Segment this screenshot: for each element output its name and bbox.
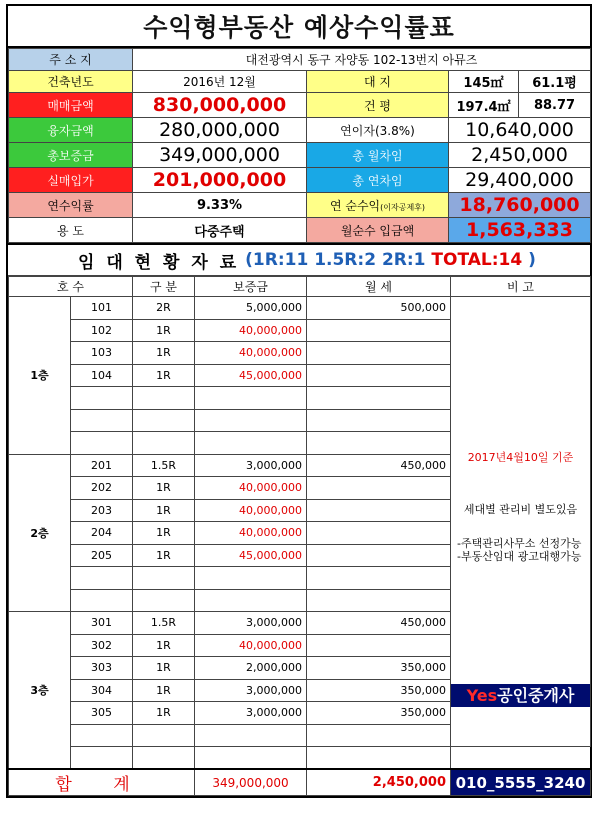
room-type — [133, 724, 195, 747]
net-income-label — [307, 193, 449, 218]
deposit-amount: 40,000,000 — [195, 499, 307, 522]
monthly-rent — [307, 544, 451, 567]
monthly-rent — [307, 387, 451, 410]
rent-counts-close: ) — [528, 250, 536, 270]
unit-number: 202 — [71, 477, 133, 500]
header-deposit: 보증금 — [195, 277, 307, 297]
net-income-label-text: 연 순수익 — [329, 198, 381, 213]
deposit-amount — [195, 747, 307, 770]
unit-number — [71, 724, 133, 747]
deposit-amount: 40,000,000 — [195, 477, 307, 500]
built-year-label: 건축년도 — [9, 71, 133, 93]
rent-table-body — [9, 277, 591, 770]
unit-number: 301 — [71, 612, 133, 635]
deposit-amount: 40,000,000 — [195, 319, 307, 342]
monthly-rent: 350,000 — [307, 657, 451, 680]
annual-rent-value: 29,400,000 — [449, 168, 591, 193]
total-deposit: 349,000,000 — [195, 769, 307, 796]
floor-label: 2층 — [9, 454, 71, 612]
rent-total-count: TOTAL:14 — [431, 250, 523, 270]
floor-area-pyeong-value: 88.77 — [519, 93, 591, 118]
monthly-rent: 450,000 — [307, 612, 451, 635]
deposit-label: 총보증금 — [9, 143, 133, 168]
monthly-rent — [307, 432, 451, 455]
monthly-rent: 450,000 — [307, 454, 451, 477]
room-type: 1R — [133, 342, 195, 365]
actual-price-label: 실매입가 — [9, 168, 133, 193]
price-label: 매매금액 — [9, 93, 133, 118]
unit-number: 302 — [71, 634, 133, 657]
header-type: 구 분 — [133, 277, 195, 297]
loan-label: 융자금액 — [9, 118, 133, 143]
room-type: 2R — [133, 297, 195, 320]
unit-number — [71, 409, 133, 432]
room-type — [133, 567, 195, 590]
deposit-value: 349,000,000 — [133, 143, 307, 168]
price-value: 830,000,000 — [133, 93, 307, 118]
monthly-rent — [307, 477, 451, 500]
unit-number — [71, 567, 133, 590]
interest-label: 연이자(3.8%) — [307, 118, 449, 143]
rent-row — [9, 747, 591, 770]
room-type: 1R — [133, 634, 195, 657]
remarks-date: 2017년4월10일 기준 — [467, 451, 574, 464]
remarks-spacer — [457, 303, 584, 451]
deposit-amount: 3,000,000 — [195, 612, 307, 635]
address-value: 대전광역시 동구 자양동 102-13번지 아뮤즈 — [133, 49, 591, 71]
deposit-amount — [195, 409, 307, 432]
unit-number: 103 — [71, 342, 133, 365]
room-type — [133, 409, 195, 432]
unit-number: 203 — [71, 499, 133, 522]
unit-number — [71, 747, 133, 770]
monthly-rent — [307, 747, 451, 770]
monthly-rent — [307, 589, 451, 612]
agent-phone: 010_5555_3240 — [455, 773, 586, 792]
room-type — [133, 589, 195, 612]
room-type: 1R — [133, 679, 195, 702]
room-type: 1R — [133, 477, 195, 500]
deposit-amount — [195, 432, 307, 455]
floor-label: 1층 — [9, 297, 71, 455]
deposit-amount — [195, 724, 307, 747]
agent-yes: Yes — [466, 686, 498, 705]
unit-number: 305 — [71, 702, 133, 725]
loan-value: 280,000,000 — [133, 118, 307, 143]
room-type: 1R — [133, 657, 195, 680]
unit-number: 201 — [71, 454, 133, 477]
interest-value: 10,640,000 — [449, 118, 591, 143]
yield-label: 연수익률 — [9, 193, 133, 218]
yield-sheet — [6, 4, 592, 798]
monthly-rent-value: 2,450,000 — [449, 143, 591, 168]
unit-number: 102 — [71, 319, 133, 342]
room-type: 1R — [133, 319, 195, 342]
land-pyeong-value: 61.1평 — [519, 71, 591, 93]
floor-area-label: 건 평 — [307, 93, 449, 118]
deposit-amount: 40,000,000 — [195, 634, 307, 657]
actual-price-value: 201,000,000 — [133, 168, 307, 193]
monthly-rent — [307, 499, 451, 522]
monthly-rent — [307, 724, 451, 747]
summary-table — [8, 48, 591, 243]
deposit-amount: 45,000,000 — [195, 544, 307, 567]
unit-number: 204 — [71, 522, 133, 545]
monthly-rent: 350,000 — [307, 702, 451, 725]
built-year-value: 2016년 12월 — [133, 71, 307, 93]
room-type — [133, 747, 195, 770]
unit-number: 303 — [71, 657, 133, 680]
deposit-amount: 3,000,000 — [195, 702, 307, 725]
room-type: 1.5R — [133, 612, 195, 635]
rent-room-counts — [245, 250, 536, 270]
deposit-amount — [195, 387, 307, 410]
agent-title: 공인중개사 — [497, 686, 575, 705]
room-type: 1R — [133, 702, 195, 725]
room-type: 1.5R — [133, 454, 195, 477]
deposit-amount: 5,000,000 — [195, 297, 307, 320]
total-rent: 2,450,000 — [307, 769, 451, 796]
unit-number: 304 — [71, 679, 133, 702]
monthly-rent: 350,000 — [307, 679, 451, 702]
total-label: 합 계 — [9, 769, 195, 796]
monthly-rent — [307, 567, 451, 590]
remarks-cell — [451, 297, 591, 747]
remarks-line-2: -주택관리사무소 선정가능 — [457, 536, 582, 550]
deposit-amount: 40,000,000 — [195, 342, 307, 365]
net-income-value: 18,760,000 — [449, 193, 591, 218]
floor-label: 3층 — [9, 612, 71, 770]
yield-value: 9.33% — [133, 193, 307, 218]
monthly-rent — [307, 522, 451, 545]
rent-table — [8, 276, 591, 796]
use-value: 다중주택 — [133, 218, 307, 243]
monthly-rent — [307, 409, 451, 432]
agent-box — [451, 769, 591, 796]
unit-number — [71, 432, 133, 455]
monthly-rent: 500,000 — [307, 297, 451, 320]
deposit-amount: 3,000,000 — [195, 454, 307, 477]
rent-counts-text: (1R:11 1.5R:2 2R:1 — [245, 250, 426, 270]
agent-name — [451, 684, 590, 708]
room-type: 1R — [133, 544, 195, 567]
deposit-amount — [195, 567, 307, 590]
room-type: 1R — [133, 364, 195, 387]
rent-header-row — [9, 277, 591, 297]
land-label: 대 지 — [307, 71, 449, 93]
room-type — [133, 432, 195, 455]
remarks-spacer-bottom — [457, 564, 584, 684]
rent-section-title — [8, 243, 590, 276]
rent-row — [9, 297, 591, 320]
remarks-line-3: -부동산임대 광고대행가능 — [457, 550, 582, 564]
sheet-title: 수익형부동산 예상수익률표 — [8, 6, 590, 48]
land-m2-value: 145㎡ — [449, 71, 519, 93]
floor-area-m2-value: 197.4㎡ — [449, 93, 519, 118]
monthly-rent — [307, 319, 451, 342]
monthly-rent-label: 총 월차임 — [307, 143, 449, 168]
unit-number: 104 — [71, 364, 133, 387]
header-note: 비 고 — [451, 277, 591, 297]
unit-number — [71, 387, 133, 410]
room-type — [133, 387, 195, 410]
monthly-net-label: 월순수 입금액 — [307, 218, 449, 243]
monthly-net-value: 1,563,333 — [449, 218, 591, 243]
monthly-rent — [307, 364, 451, 387]
unit-number: 205 — [71, 544, 133, 567]
remarks-line-1: 세대별 관리비 별도있음 — [463, 502, 578, 516]
header-rent: 월 세 — [307, 277, 451, 297]
annual-rent-label: 총 연차임 — [307, 168, 449, 193]
address-label: 주 소 지 — [9, 49, 133, 71]
deposit-amount — [195, 589, 307, 612]
unit-number: 101 — [71, 297, 133, 320]
unit-number — [71, 589, 133, 612]
total-row — [9, 769, 591, 796]
deposit-amount: 2,000,000 — [195, 657, 307, 680]
room-type: 1R — [133, 499, 195, 522]
deposit-amount: 40,000,000 — [195, 522, 307, 545]
net-income-note: (이자공제후) — [380, 202, 426, 212]
deposit-amount: 45,000,000 — [195, 364, 307, 387]
room-type: 1R — [133, 522, 195, 545]
deposit-amount: 3,000,000 — [195, 679, 307, 702]
rent-title-text: 임 대 현 황 자 료 — [78, 252, 240, 273]
use-label: 용 도 — [9, 218, 133, 243]
monthly-rent — [307, 634, 451, 657]
header-unit: 호 수 — [9, 277, 133, 297]
monthly-rent — [307, 342, 451, 365]
